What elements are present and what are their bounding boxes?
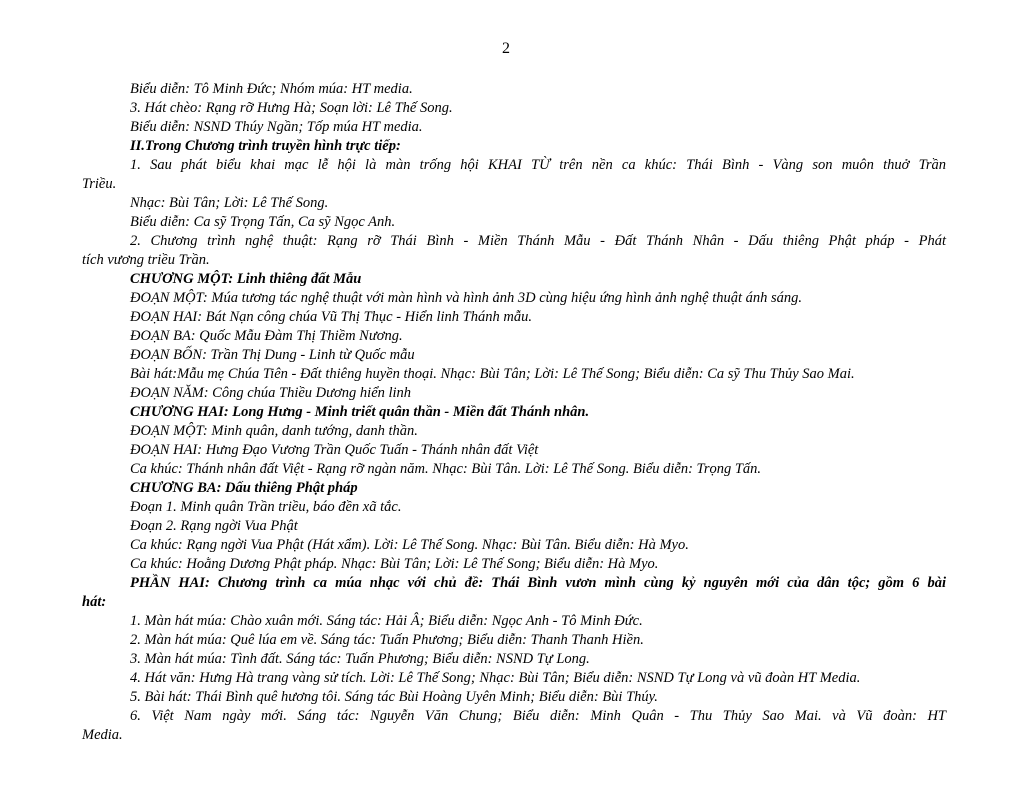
text-line: Biểu diễn: NSND Thúy Ngần; Tốp múa HT media.: [130, 119, 423, 135]
document-body: [82, 80, 946, 745]
paragraph-line: Triều.: [82, 176, 117, 192]
text-line: Ca khúc: Thánh nhân đất Việt - Rạng rỡ ngàn năm. Nhạc: Bùi Tân. Lời: Lê Thế Song. Biểu diễn: Trọng Tấn.: [130, 461, 762, 477]
paragraph-line: Media.: [82, 727, 123, 743]
text-line: Bài hát:Mẫu mẹ Chúa Tiên - Đất thiêng huyền thoại. Nhạc: Bùi Tân; Lời: Lê Thế Song; Biểu diễn: Ca sỹ Thu Thủy Sao Mai.: [130, 366, 855, 382]
text-line: ĐOẠN BA: Quốc Mẫu Đàm Thị Thiềm Nương.: [130, 328, 403, 344]
text-line: 3. Màn hát múa: Tình đất. Sáng tác: Tuấn Phương; Biểu diễn: NSND Tự Long.: [130, 651, 590, 667]
text-line: Biểu diễn: Ca sỹ Trọng Tấn, Ca sỹ Ngọc Anh.: [130, 214, 396, 230]
paragraph-line: 2. Chương trình nghệ thuật: Rạng rỡ Thái Bình - Miền Thánh Mẫu - Đất Thánh Nhân - Dấu thiêng Phật pháp - Phát: [130, 233, 946, 249]
text-line: Đoạn 1. Minh quân Trần triều, báo đền xã tắc.: [130, 499, 402, 515]
text-line: Ca khúc: Rạng ngời Vua Phật (Hát xẩm). Lời: Lê Thế Song. Nhạc: Bùi Tân. Biểu diễn: Hà Myo.: [130, 537, 689, 553]
text-line: ĐOẠN HAI: Bát Nạn công chúa Vũ Thị Thục - Hiển linh Thánh mẫu.: [130, 309, 532, 325]
section-heading: II.Trong Chương trình truyền hình trực tiếp:: [130, 138, 401, 154]
text-line: 3. Hát chèo: Rạng rỡ Hưng Hà; Soạn lời: Lê Thế Song.: [130, 100, 453, 116]
chapter-heading: CHƯƠNG HAI: Long Hưng - Minh triết quân thần - Miền đất Thánh nhân.: [130, 404, 590, 420]
text-line: ĐOẠN MỘT: Múa tương tác nghệ thuật với màn hình và hình ảnh 3D cùng hiệu ứng hình ảnh nghệ thuật ánh sáng.: [130, 290, 803, 306]
text-line: Ca khúc: Hoằng Dương Phật pháp. Nhạc: Bùi Tân; Lời: Lê Thế Song; Biểu diễn: Hà Myo.: [130, 556, 659, 572]
text-line: 4. Hát văn: Hưng Hà trang vàng sử tích. Lời: Lê Thế Song; Nhạc: Bùi Tân; Biểu diễn: NSND Tự Long và vũ đoàn HT Media.: [130, 670, 861, 686]
text-line: Biểu diễn: Tô Minh Đức; Nhóm múa: HT media.: [130, 81, 413, 97]
text-line: 5. Bài hát: Thái Bình quê hương tôi. Sáng tác Bùi Hoàng Uyên Minh; Biểu diễn: Bùi Thúy.: [130, 689, 658, 705]
paragraph-line: 6. Việt Nam ngày mới. Sáng tác: Nguyễn Văn Chung; Biểu diễn: Minh Quân - Thu Thủy Sao Mai. và Vũ đoàn: HT: [130, 708, 946, 724]
text-line: Đoạn 2. Rạng ngời Vua Phật: [130, 518, 298, 534]
part-heading: hát:: [82, 594, 107, 610]
chapter-heading: CHƯƠNG MỘT: Linh thiêng đất Mẫu: [130, 271, 362, 287]
chapter-heading: CHƯƠNG BA: Dấu thiêng Phật pháp: [130, 480, 358, 496]
text-line: ĐOẠN BỐN: Trần Thị Dung - Linh từ Quốc mẫu: [130, 347, 415, 363]
text-line: ĐOẠN NĂM: Công chúa Thiều Dương hiển linh: [130, 385, 412, 401]
text-line: Nhạc: Bùi Tân; Lời: Lê Thế Song.: [130, 195, 329, 211]
paragraph-line: tích vương triều Trần.: [82, 252, 210, 268]
text-line: ĐOẠN HAI: Hưng Đạo Vương Trần Quốc Tuấn - Thánh nhân đất Việt: [130, 442, 539, 458]
text-line: 2. Màn hát múa: Quê lúa em về. Sáng tác: Tuấn Phương; Biểu diễn: Thanh Thanh Hiền.: [130, 632, 644, 648]
text-line: 1. Màn hát múa: Chào xuân mới. Sáng tác: Hải Â; Biểu diễn: Ngọc Anh - Tô Minh Đức.: [130, 613, 643, 629]
text-line: ĐOẠN MỘT: Minh quân, danh tướng, danh thần.: [130, 423, 418, 439]
page-number: 2: [502, 40, 510, 57]
part-heading: PHẦN HAI: Chương trình ca múa nhạc với chủ đề: Thái Bình vươn mình cùng kỷ nguyên mới của dân tộc; gồm 6 bài: [130, 575, 946, 591]
paragraph-line: 1. Sau phát biểu khai mạc lễ hội là màn trống hội KHAI TỪ trên nền ca khúc: Thái Bình - Vàng son muôn thuở Trần: [130, 157, 946, 173]
